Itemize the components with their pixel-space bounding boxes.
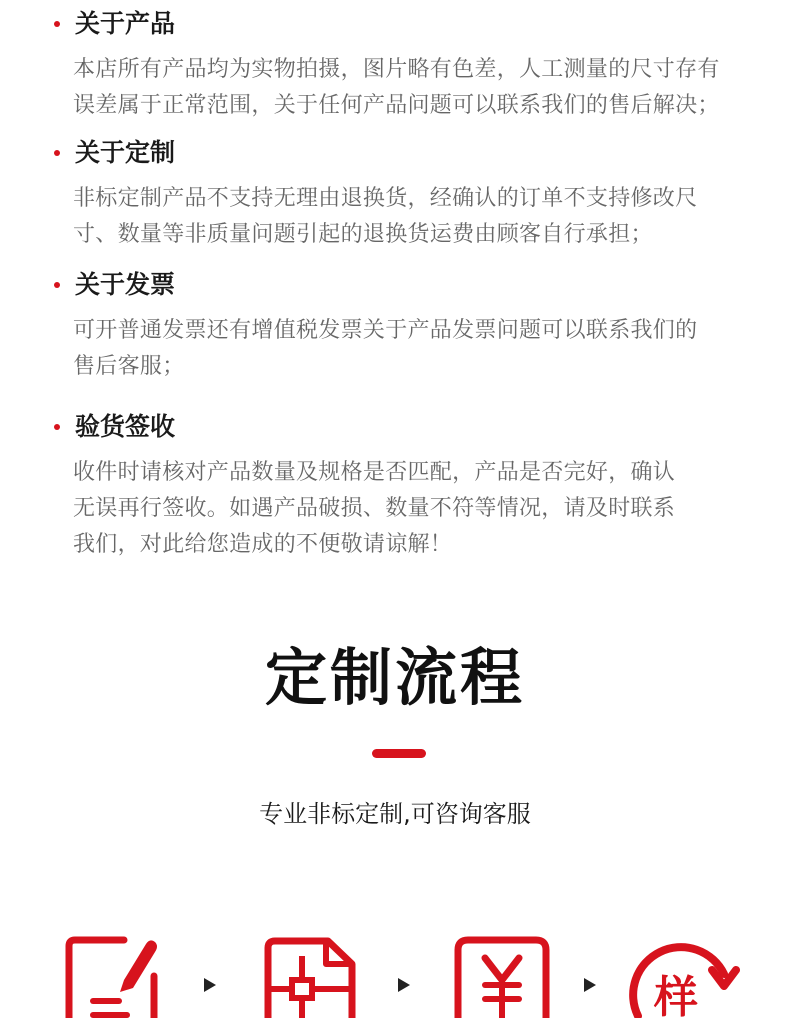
sample-glyph: 样	[654, 972, 698, 1018]
bullet-dot	[54, 282, 60, 288]
bullet-dot	[54, 21, 60, 27]
step-arrow	[398, 978, 410, 992]
step-arrow	[584, 978, 596, 992]
section-title: 关于定制	[75, 138, 176, 167]
step-arrow	[204, 978, 216, 992]
section-body: 可开普通发票还有增值税发票关于产品发票问题可以联系我们的 售后客服；	[73, 318, 698, 379]
sample-refresh-icon	[626, 934, 740, 1018]
section-body: 本店所有产品均为实物拍摄，图片略有色差，人工测量的尺寸存有 误差属于正常范围，关于任何产品问题可以联系我们的售后解决；	[73, 57, 720, 118]
section-title: 关于发票	[75, 270, 176, 299]
bullet-dot	[54, 150, 60, 156]
section-title: 验货签收	[75, 412, 176, 441]
section-body: 非标定制产品不支持无理由退换货，经确认的订单不支持修改尺 寸、数量等非质量问题引起的退换货运费由顾客自行承担；	[73, 186, 698, 247]
yuan-payment-icon	[452, 934, 552, 1018]
section-title: 关于产品	[75, 9, 176, 38]
title-underline	[372, 749, 426, 758]
process-subtitle: 专业非标定制,可咨询客服	[259, 800, 531, 828]
design-drawing-icon	[262, 934, 358, 1018]
edit-document-icon	[64, 934, 160, 1018]
section-body: 收件时请核对产品数量及规格是否匹配，产品是否完好，确认 无误再行签收。如遇产品破损、数量不符等情况，请及时联系 我们，对此给您造成的不便敬请谅解！	[73, 460, 676, 557]
bullet-dot	[54, 424, 60, 430]
process-title: 定制流程	[264, 641, 525, 714]
